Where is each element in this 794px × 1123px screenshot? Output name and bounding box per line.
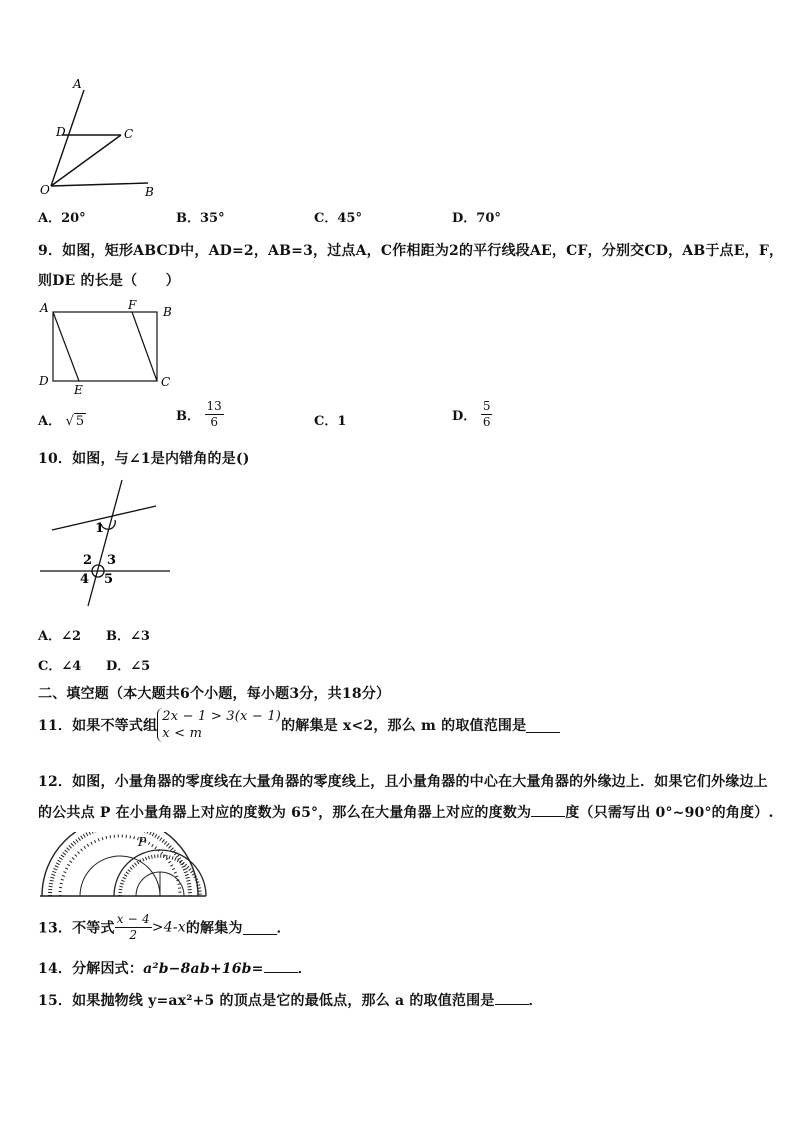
segment-oc xyxy=(51,135,121,186)
label-p: P xyxy=(138,835,147,849)
q15-answer-blank[interactable] xyxy=(495,990,529,1005)
q9-option-c[interactable]: C．1 xyxy=(314,414,347,429)
angle-label-3: 3 xyxy=(107,553,117,568)
q11: 11．如果不等式组 2x − 1 > 3(x − 1) x < m 的解集是 x<2，那么 m 的取值范围是 xyxy=(38,708,560,742)
ray-ob xyxy=(51,183,148,186)
q10-option-b[interactable]: B．∠3 xyxy=(106,629,150,644)
label-c: C xyxy=(161,375,171,389)
angle-label-5: 5 xyxy=(104,572,114,587)
segment-cf xyxy=(132,312,157,381)
q14: 14．分解因式：a²b−8ab+16b= ． xyxy=(38,958,312,978)
label-c: C xyxy=(124,127,134,141)
label-d: D xyxy=(39,374,49,388)
label-b: B xyxy=(145,185,154,198)
angle-label-1: 1 xyxy=(95,521,105,536)
q10-stem: 10．如图，与∠1是内错角的是() xyxy=(38,451,250,467)
fraction: $\frac{13}{6}$ xyxy=(206,399,222,429)
q10-angles-figure xyxy=(38,476,172,610)
label-e: E xyxy=(74,383,83,396)
q8-option-c[interactable]: C．45° xyxy=(314,211,362,226)
label-a: A xyxy=(73,77,82,91)
q12-answer-blank[interactable] xyxy=(531,802,565,817)
q10-option-a[interactable]: A．∠2 xyxy=(38,629,82,644)
q9-option-d[interactable]: D． $\frac{5}{6}$ xyxy=(452,399,491,429)
fraction: $\frac{5}{6}$ xyxy=(482,399,491,429)
q9-option-b[interactable]: B． $\frac{13}{6}$ xyxy=(176,399,222,429)
q8-option-a[interactable]: A．20° xyxy=(38,211,86,226)
fraction: $\frac{x - 4}{2}$ xyxy=(116,912,150,942)
q9-stem-line1: 9．如图，矩形ABCD中，AD=2，AB=3，过点A，C作相距为2的平行线段AE，CF，分别交CD，AB于点E，F， xyxy=(38,243,784,259)
q10-option-d[interactable]: D．∠5 xyxy=(106,659,151,674)
angle-label-4: 4 xyxy=(80,572,90,587)
q13-answer-blank[interactable] xyxy=(243,920,277,935)
q10-option-c[interactable]: C．∠4 xyxy=(38,659,82,674)
label-d: D xyxy=(56,125,66,139)
q15: 15．如果抛物线 y=ax²+5 的顶点是它的最低点，那么 a 的取值范围是 ． xyxy=(38,990,543,1010)
inequality-system: 2x − 1 > 3(x − 1) x < m xyxy=(157,708,281,742)
large-protractor-inner-arc xyxy=(80,856,160,896)
q8-option-b[interactable]: B．35° xyxy=(176,211,225,226)
q13: 13．不等式 $\frac{x - 4}{2}$ >4-x的解集为 ． xyxy=(38,912,291,942)
q14-answer-blank[interactable] xyxy=(264,958,298,973)
q8-option-d[interactable]: D．70° xyxy=(452,211,501,226)
large-protractor-inner-ticks xyxy=(60,836,180,896)
q9-stem-line2: 则DE 的长是（ ） xyxy=(38,273,180,289)
q11-answer-blank[interactable] xyxy=(526,718,560,733)
q8-angle-figure xyxy=(38,76,168,198)
segment-ae xyxy=(53,312,79,381)
q12-stem-line2: 的公共点 P 在小量角器上对应的度数为 65°，那么在大量角器上对应的度数为 度（只需写出 0°~90°的角度）. xyxy=(38,802,774,822)
label-a: A xyxy=(40,301,49,315)
rectangle-abcd xyxy=(53,312,157,381)
transversal xyxy=(88,480,122,606)
q9-rectangle-figure xyxy=(36,298,178,396)
label-f: F xyxy=(128,298,137,312)
q9-option-a[interactable]: A． √ 5 xyxy=(38,414,85,429)
q12-protractors-figure xyxy=(36,832,208,900)
sqrt-expression: √ 5 xyxy=(65,414,85,429)
angle-label-2: 2 xyxy=(83,553,93,568)
section-heading-fill-blank: 二、填空题（本大题共6个小题，每小题3分，共18分） xyxy=(38,686,391,702)
q12-stem-line1: 12．如图，小量角器的零度线在大量角器的零度线上，且小量角器的中心在大量角器的外缘边上．如果它们外缘边上 xyxy=(38,774,768,790)
label-b: B xyxy=(163,305,172,319)
label-o: O xyxy=(40,183,50,197)
